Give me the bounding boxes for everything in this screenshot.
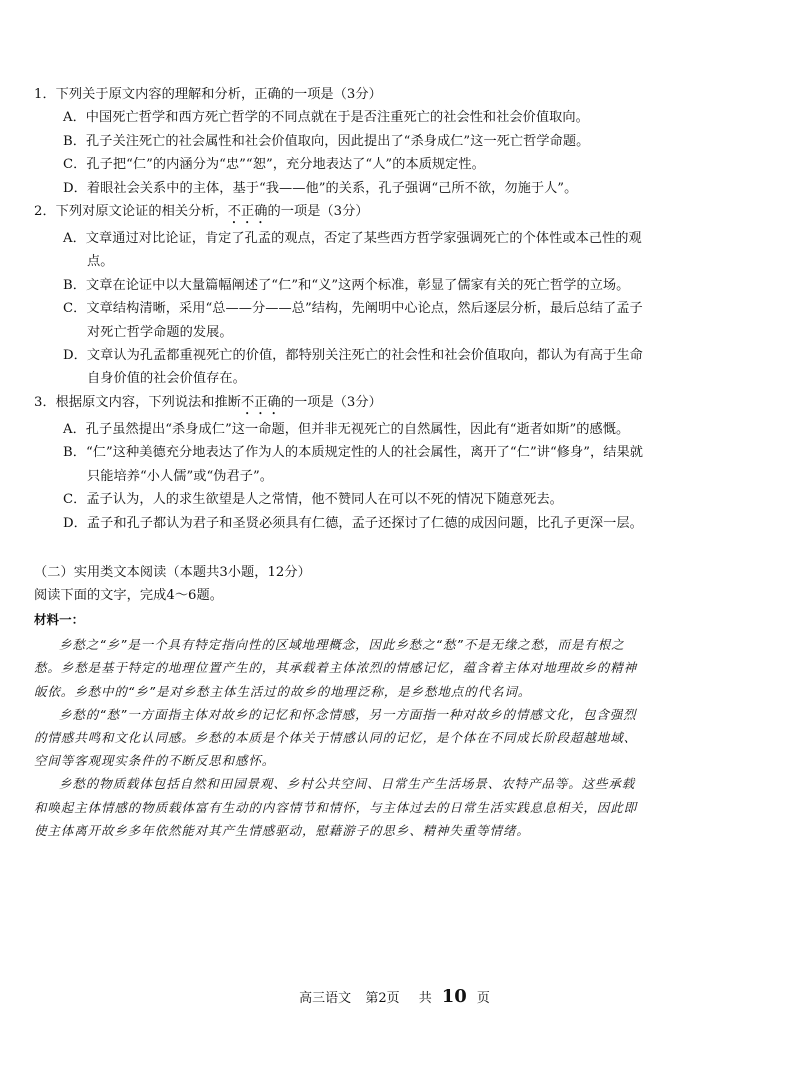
question-3-stem bbox=[34, 391, 644, 418]
question-1-option-d: D．着眼社会关系中的主体，基于“我——他”的关系，孔子强调“己所不欲，勿施于人”。 bbox=[63, 180, 578, 196]
footer-subject: 高三语文 bbox=[299, 991, 352, 1006]
material-paragraph-1: 乡愁之“乡”是一个具有特定指向性的区域地理概念，因此乡愁之“愁”不是无缘之愁，而是有根之愁。乡愁是基于特定的地理位置产生的，其承载着主体浓烈的情感记忆，蕴含着主体对地理故乡的精神皈依。乡愁中的“乡”是对乡愁主体生活过的故乡的地理泛称，是乡愁地点的代名词。 bbox=[34, 637, 638, 699]
footer-total-number: 10 bbox=[441, 986, 467, 1007]
page-footer bbox=[0, 986, 794, 1007]
question-3-option-d: D．孟子和孔子都认为君子和圣贤必须具有仁德，孟子还探讨了仁德的成因问题，比孔子更深一层。 bbox=[63, 515, 643, 531]
question-1 bbox=[34, 83, 644, 200]
question-2-option-b: B．文章在论证中以大量篇幅阐述了“仁”和“义”这两个标准，彰显了儒家有关的死亡哲学的立场。 bbox=[63, 277, 630, 293]
footer-total-suffix: 页 bbox=[476, 991, 490, 1006]
material-title: 材料一： bbox=[34, 611, 85, 627]
question-2-stem-emphasis: 不正确 bbox=[227, 204, 268, 220]
question-2-option-a: A．文章通过对比论证，肯定了孔孟的观点，否定了某些西方哲学家强调死亡的个体性或本己性的观点。 bbox=[63, 231, 642, 270]
question-3-stem-after: 的一项是（3分） bbox=[280, 394, 382, 410]
section-instruction: 阅读下面的文字，完成4～6题。 bbox=[34, 588, 223, 604]
material-paragraph-3: 乡愁的物质载体包括自然和田园景观、乡村公共空间、日常生产生活场景、农特产品等。这些承载和唤起主体情感的物质载体富有生动的内容情节和情怀，与主体过去的日常生活实践息息相关，因此即使主体离开故乡多年依然能对其产生情感驱动，慰藉游子的思乡、精神失重等情绪。 bbox=[34, 776, 638, 838]
question-3-stem-before: 3．根据原文内容，下列说法和推断 bbox=[34, 394, 242, 410]
question-2-stem-before: 2．下列对原文论证的相关分析， bbox=[34, 204, 228, 220]
question-3-option-b: B．“仁”这种美德充分地表达了作为人的本质规定性的人的社会属性，离开了“仁”讲“修身”，结果就只能培养“小人儒”或“伪君子”。 bbox=[63, 445, 643, 484]
footer-total-pages bbox=[414, 986, 495, 1007]
question-3-option-a: A．孔子虽然提出“杀身成仁”这一命题，但并非无视死亡的自然属性，因此有“逝者如斯”的感慨。 bbox=[63, 421, 630, 437]
question-1-option-c: C．孔子把“仁”的内涵分为“忠”“恕”，充分地表达了“人”的本质规定性。 bbox=[63, 157, 485, 173]
question-2-option-c: C．文章结构清晰，采用“总——分——总”结构，先阐明中心论点，然后逐层分析，最后总结了孟子对死亡哲学命题的发展。 bbox=[63, 301, 643, 340]
question-3-stem-emphasis: 不正确 bbox=[241, 394, 281, 410]
footer-page-number: 第2页 bbox=[365, 991, 400, 1006]
question-2-option-d: D．文章认为孔孟都重视死亡的价值，都特别关注死亡的社会性和社会价值取向，都认为有高于生命自身价值的社会价值存在。 bbox=[63, 348, 643, 387]
question-1-option-a: A．中国死亡哲学和西方死亡哲学的不同点就在于是否注重死亡的社会性和社会价值取向。 bbox=[63, 110, 589, 126]
question-1-stem: 1．下列关于原文内容的理解和分析，正确的一项是（3分） bbox=[34, 87, 382, 102]
question-3 bbox=[34, 391, 644, 535]
section-title: （二）实用类文本阅读（本题共3小题，12分） bbox=[34, 564, 311, 580]
footer-total-prefix: 共 bbox=[418, 991, 432, 1006]
question-3-option-c: C．孟子认为，人的求生欲望是人之常情，他不赞同人在可以不死的情况下随意死去。 bbox=[63, 492, 563, 508]
question-2 bbox=[34, 200, 644, 391]
question-1-option-b: B．孔子关注死亡的社会属性和社会价值取向，因此提出了“杀身成仁”这一死亡哲学命题。 bbox=[63, 133, 590, 149]
material-paragraph-2: 乡愁的“愁”一方面指主体对故乡的记忆和怀念情感，另一方面指一种对故乡的情感文化，包含强烈的情感共鸣和文化认同感。乡愁的本质是个体关于情感认同的记忆，是个体在不同成长阶段超越地域、空间等客观现实条件的不断反思和感怀。 bbox=[34, 706, 638, 769]
page-content bbox=[34, 83, 644, 842]
material-text bbox=[34, 633, 644, 842]
question-2-stem-after: 的一项是（3分） bbox=[267, 204, 369, 220]
question-2-stem bbox=[34, 200, 644, 227]
